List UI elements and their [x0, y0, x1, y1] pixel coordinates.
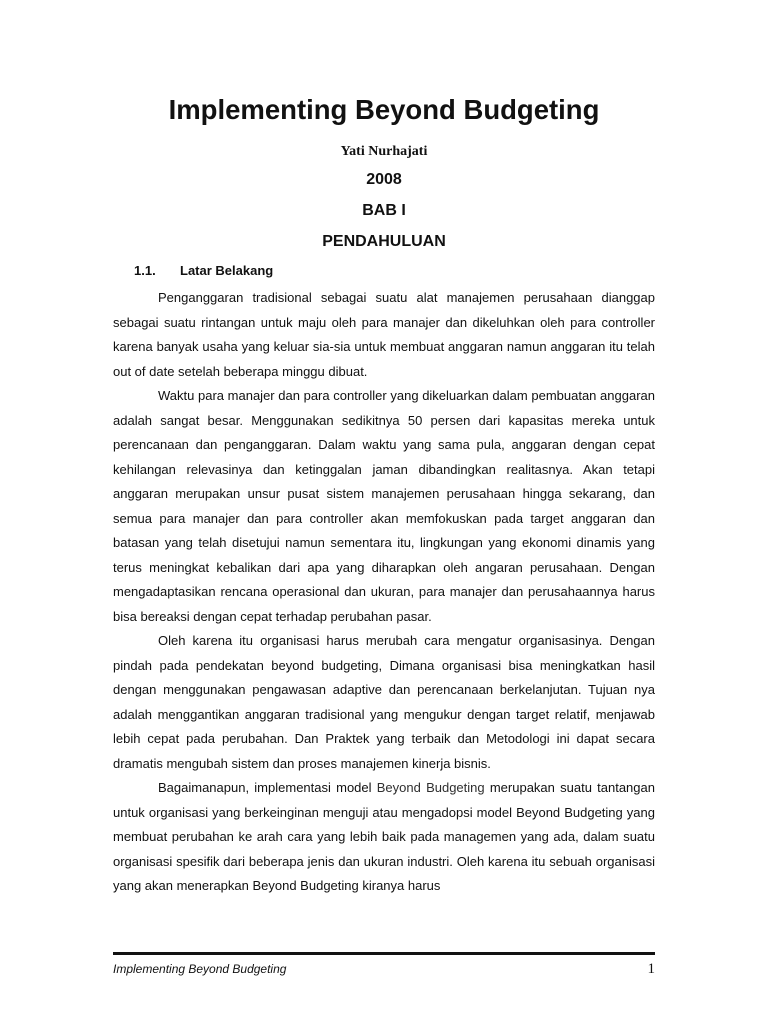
paragraph-text: merupakan suatu tantangan untuk organisasi yang berkeinginan menguji atau mengadopsi model Beyond Budgeting yang membuat perubahan ke arah cara yang lebih baik pada managemen yang ada, dalam suatu organisasi spesifik dari beberapa jenis dan ukuran industri. Oleh karena itu sebuah organisasi yang akan menerapkan Beyond Budgeting kiranya harus — [113, 780, 655, 893]
chapter-title: PENDAHULUAN — [322, 233, 446, 250]
footer-title: Implementing Beyond Budgeting — [113, 962, 287, 976]
footer-divider — [113, 952, 655, 955]
paragraph: Waktu para manajer dan para controller yang dikeluarkan dalam pembuatan anggaran adalah sangat besar. Menggunakan sedikitnya 50 persen dari kapasitas mereka untuk perencanaan dan penganggaran. Dalam waktu yang sama pula, anggaran dengan cepat kehilangan relevasinya dan ketinggalan jaman dibandingkan realitasnya. Akan tetapi anggaran merupakan unsur pusat sistem manajemen perusahaan hingga sekarang, dan semua para manajer dan para controller akan memfokuskan pada target anggaran dan batasan yang telah disetujui namun sementara itu, lingkungan yang ekonomi dinamis yang terus meningkat kebalikan dari apa yang diharapkan oleh angaran perusahaan. Dengan mengadaptasikan rencana operasional dan ukuran, para manajer dan perusahaannya harus bisa bereaksi dengan cepat terhadap perubahan pasar. — [113, 388, 655, 624]
beyond-budgeting-link[interactable]: Beyond Budgeting — [376, 780, 485, 795]
paragraph: Oleh karena itu organisasi harus merubah cara mengatur organisasinya. Dengan pindah pada pendekatan beyond budgeting, Dimana organisasi bisa meningkatkan hasil dengan menggunakan pengawasan adaptive dan perencanaan berkelanjutan. Tujuan nya adalah menggantikan anggaran tradisional yang mengukur dengan target relatif, menjawab lebih cepat pada perubahan. Dan Praktek yang terbaik dan Metodologi ini dapat secara dramatis mengubah sistem dan proses manajemen kinerja bisnis. — [113, 633, 655, 771]
section-number: 1.1. — [134, 263, 156, 278]
paragraph — [113, 776, 655, 899]
document-year: 2008 — [366, 171, 402, 188]
chapter-label: BAB I — [362, 202, 406, 219]
paragraph-text: Bagaimanapun, implementasi model — [158, 780, 377, 795]
document-title: Implementing Beyond Budgeting — [168, 94, 600, 125]
paragraph: Penganggaran tradisional sebagai suatu alat manajemen perusahaan dianggap sebagai suatu rintangan untuk maju oleh para manajer dan dikeluhkan oleh para controller karena banyak usaha yang keluar sia-sia untuk membuat anggaran namun anggaran itu telah out of date setelah beberapa minggu dibuat. — [113, 290, 655, 379]
author-name: Yati Nurhajati — [340, 144, 428, 159]
body-text — [113, 286, 655, 899]
section-title: Latar Belakang — [180, 263, 274, 278]
section-heading — [134, 261, 273, 281]
page-number: 1 — [647, 961, 655, 977]
